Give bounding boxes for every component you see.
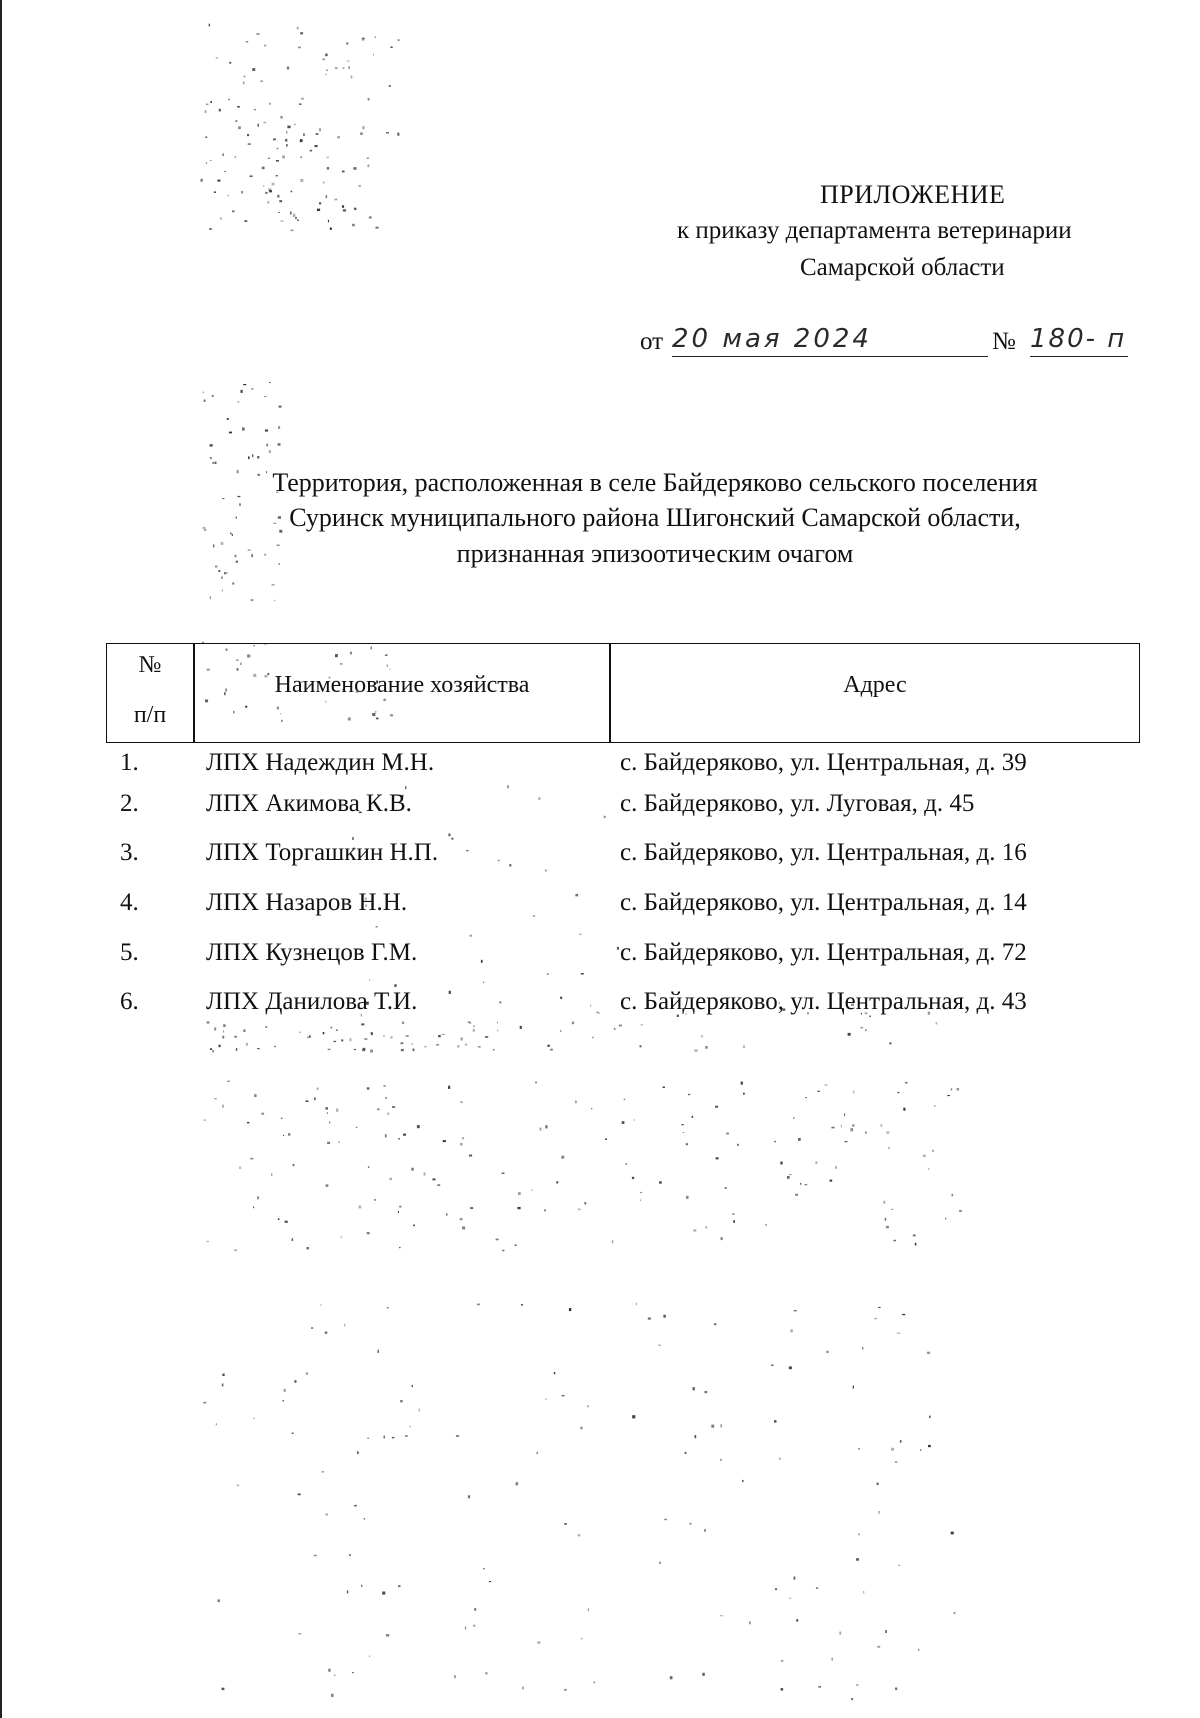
date-prefix: от <box>640 328 664 355</box>
heading-line-1: Территория, расположенная в селе Байдеряково сельского поселения <box>272 468 1038 497</box>
heading-line-3: признанная эпизоотическим очагом <box>456 539 854 568</box>
farm-name: ЛПХ Назаров Н.Н. <box>206 889 408 916</box>
farm-address: с. Байдеряково, ул. Центральная, д. 72 <box>620 939 1027 966</box>
appendix-region: Самарской области <box>800 254 1005 281</box>
farm-address: с. Байдеряково, ул. Центральная, д. 39 <box>620 749 1027 776</box>
row-number: 3. <box>120 839 139 866</box>
header-address: Адрес <box>843 672 907 698</box>
header-number-symbol: № <box>138 652 162 678</box>
appendix-subtitle: к приказу департамента ветеринарии <box>677 217 1072 244</box>
farm-name: ЛПХ Надеждин М.Н. <box>206 749 435 776</box>
table-row <box>106 988 1140 1024</box>
farm-name: ЛПХ Торгашкин Н.П. <box>206 839 439 866</box>
order-number-handwritten: 180- п <box>1030 324 1128 357</box>
table-row <box>106 749 1140 785</box>
order-date-handwritten: 20 мая 2024 <box>672 324 988 357</box>
farm-name: ЛПХ Кузнецов Г.М. <box>206 939 418 966</box>
farm-name: ЛПХ Данилова Т.И. <box>206 988 418 1015</box>
table-row <box>106 839 1140 875</box>
row-number: 6. <box>120 988 139 1015</box>
appendix-title: ПРИЛОЖЕНИЕ <box>820 180 1006 209</box>
farm-address: с. Байдеряково, ул. Центральная, д. 14 <box>620 889 1027 916</box>
farm-name: ЛПХ Акимова К.В. <box>206 790 412 817</box>
farm-address: с. Байдеряково, ул. Луговая, д. 45 <box>620 790 975 817</box>
header-farm-name: Наименование хозяйства <box>274 672 530 698</box>
row-number: 4. <box>120 889 139 916</box>
row-number: 1. <box>120 749 139 776</box>
table-row <box>106 790 1140 826</box>
table-row <box>106 889 1140 925</box>
farm-address: с. Байдеряково, ул. Центральная, д. 43 <box>620 988 1027 1015</box>
heading-line-2: Суринск муниципального района Шигонский Самарской области, <box>289 503 1021 532</box>
row-number: 5. <box>120 939 139 966</box>
header-number-abbrev: п/п <box>133 702 167 728</box>
row-number: 2. <box>120 790 139 817</box>
farm-address: с. Байдеряково, ул. Центральная, д. 16 <box>620 839 1027 866</box>
table-header <box>106 643 1140 743</box>
number-prefix: № <box>992 328 1016 355</box>
table-row <box>106 939 1140 975</box>
